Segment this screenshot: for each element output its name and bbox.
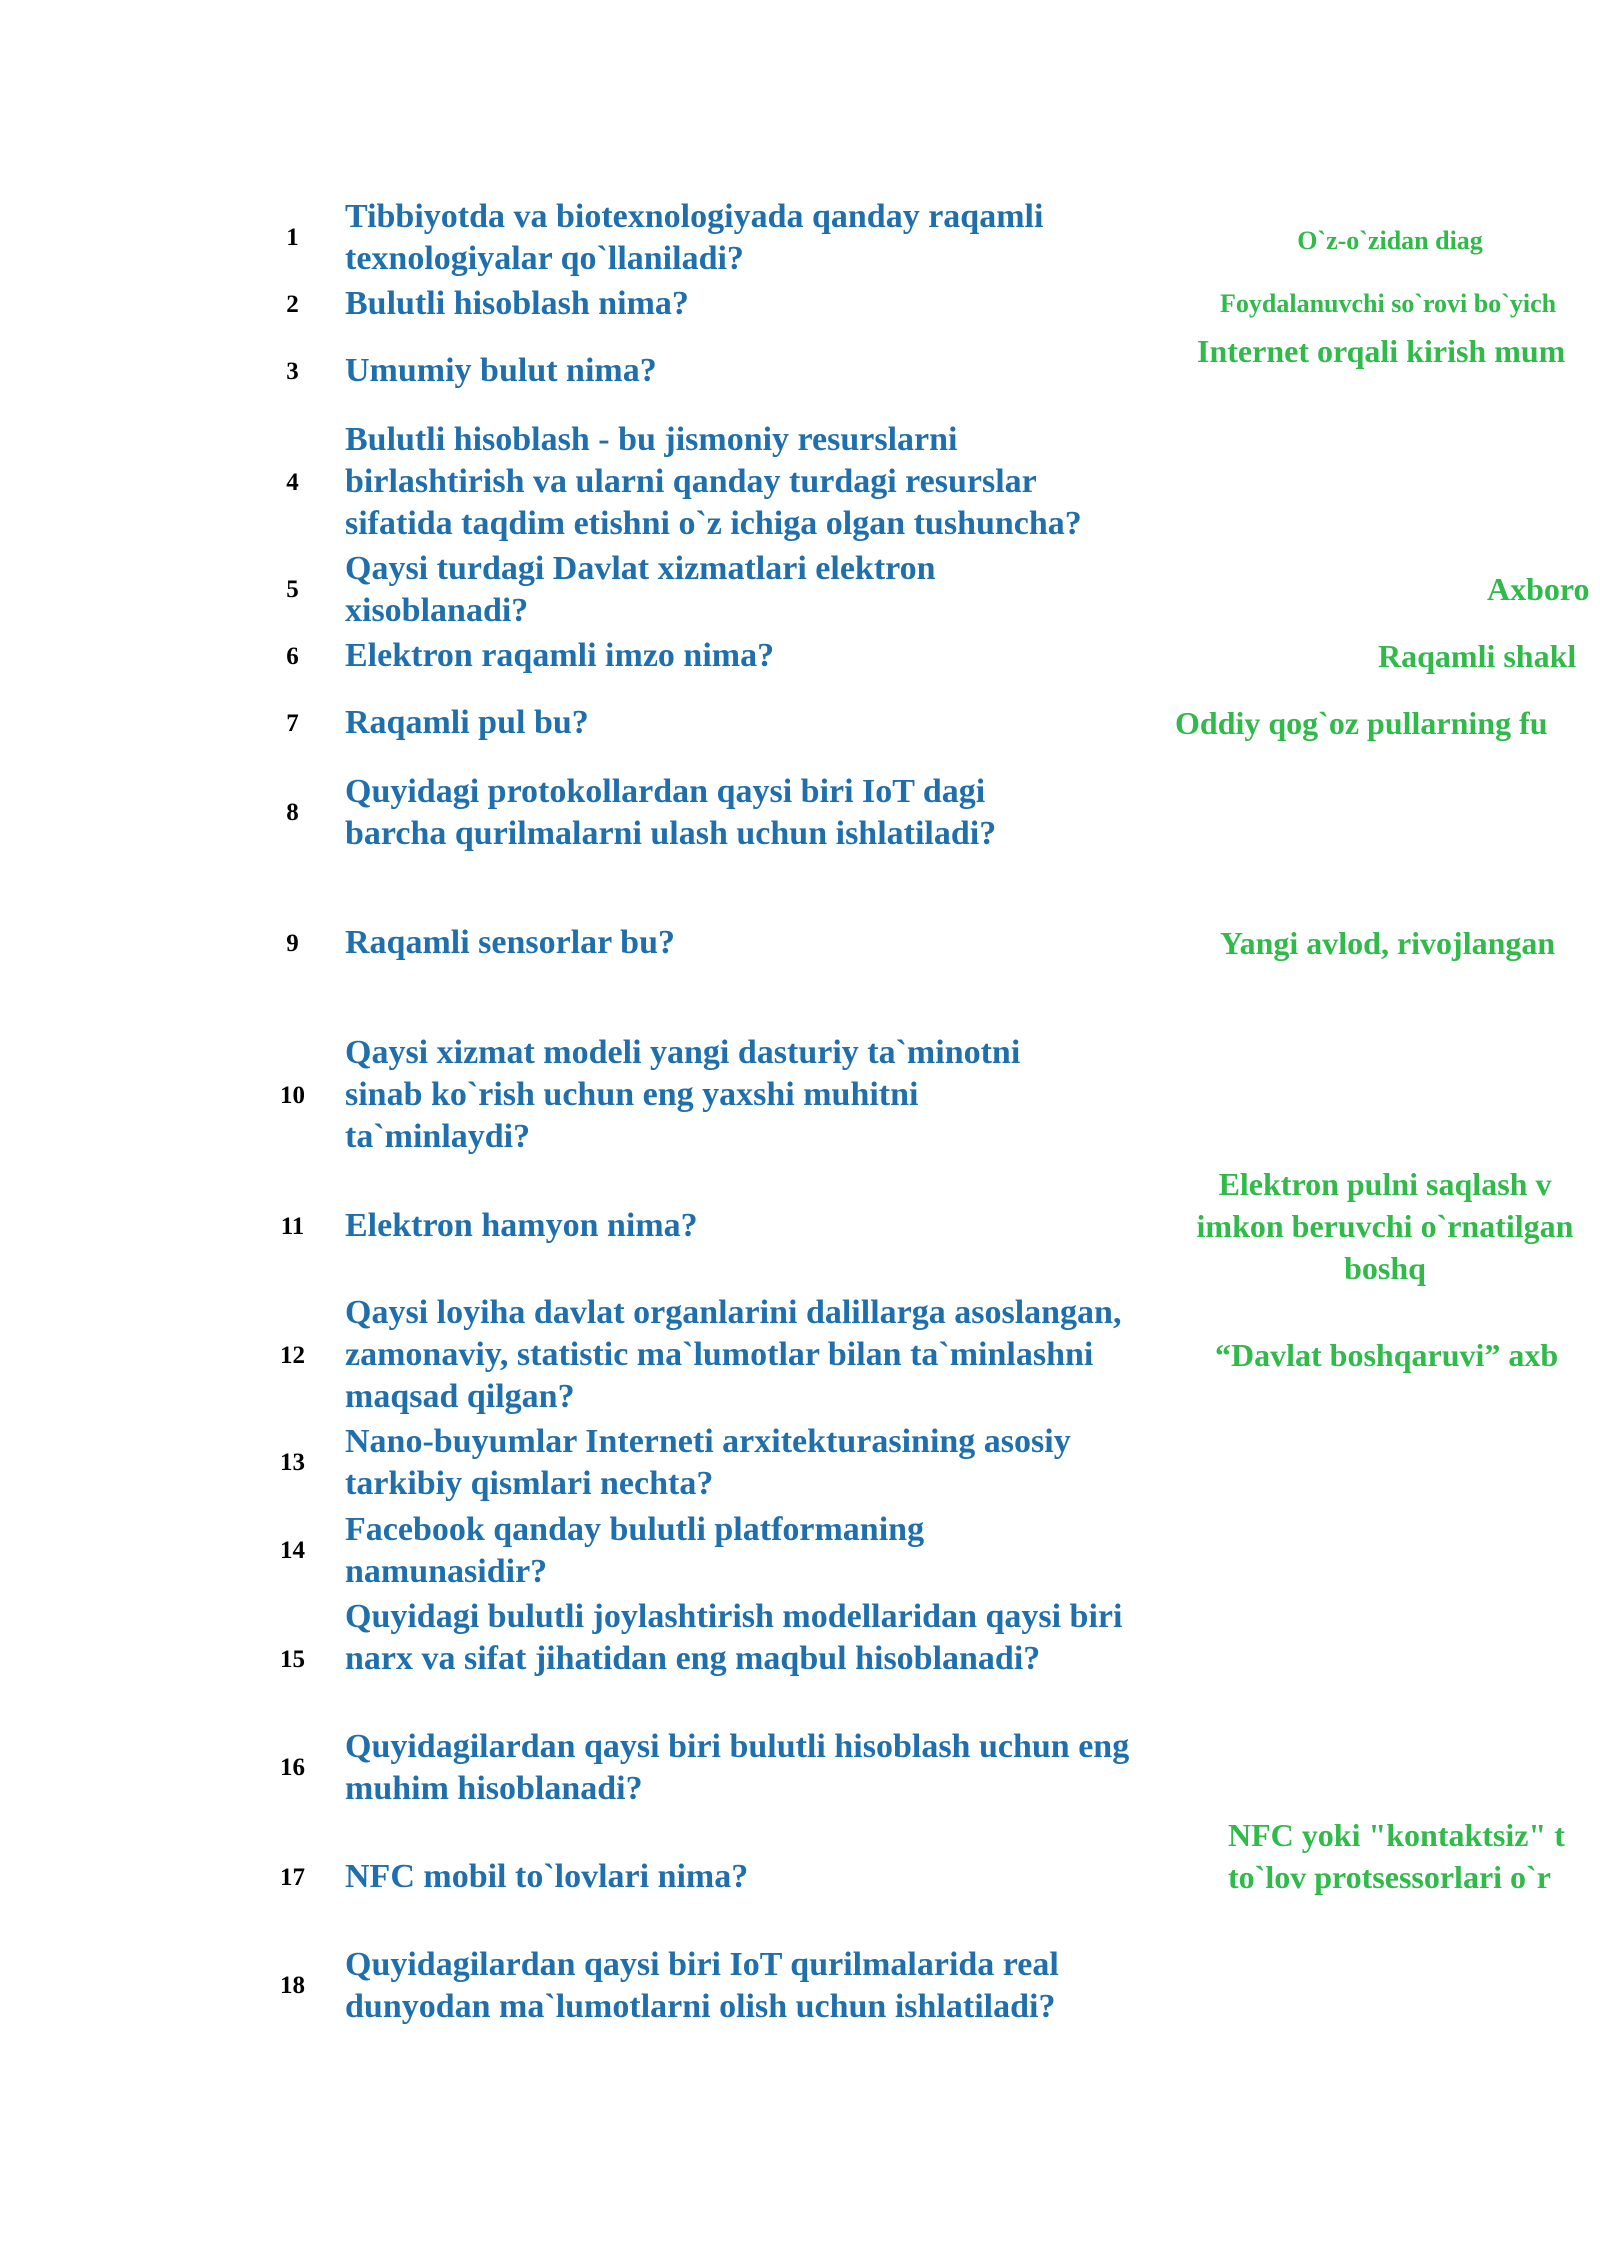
question-text: Quyidagi bulutli joylashtirish modellaridan qaysi biri narx va sifat jihatidan eng maqbul hisoblanadi? <box>345 1598 1123 1677</box>
row-number: 17 <box>280 1864 305 1891</box>
answer-text: Raqamli shakl <box>1378 638 1577 674</box>
question-text: Facebook qanday bulutli platformaning namunasidir? <box>345 1511 925 1590</box>
answer-text: Yangi avlod, rivojlangan <box>1220 925 1556 961</box>
answer-text: Axboro <box>1487 571 1590 607</box>
answer-text: Internet orqali kirish mum <box>1197 333 1566 369</box>
row-number: 16 <box>280 1754 305 1781</box>
row-number: 13 <box>280 1449 305 1476</box>
answer-text: “Davlat boshqaruvi” axb <box>1215 1337 1559 1373</box>
question-text: Umumiy bulut nima? <box>345 352 657 389</box>
question-text: Elektron raqamli imzo nima? <box>345 637 775 674</box>
row-number: 4 <box>286 469 299 496</box>
question-text: Quyidagilardan qaysi biri IoT qurilmalarida real dunyodan ma`lumotlarni olish uchun ishlatiladi? <box>345 1946 1059 2025</box>
question-text: Nano-buyumlar Interneti arxitekturasining asosiy tarkibiy qismlari nechta? <box>345 1423 1071 1502</box>
question-text: Tibbiyotda va biotexnologiyada qanday raqamli texnologiyalar qo`llaniladi? <box>345 198 1044 277</box>
answer-text: O`z-o`zidan diag <box>1297 226 1483 255</box>
row-number: 9 <box>286 930 299 957</box>
row-number: 8 <box>286 799 299 826</box>
row-number: 18 <box>280 1972 305 1999</box>
question-text: Quyidagi protokollardan qaysi biri IoT dagi barcha qurilmalarni ulash uchun ishlatiladi? <box>345 773 997 852</box>
answer-text: Elektron pulni saqlash v imkon beruvchi o`rnatilgan boshq <box>1196 1166 1574 1286</box>
row-number: 2 <box>286 291 299 318</box>
question-text: Raqamli sensorlar bu? <box>345 924 675 961</box>
row-number: 10 <box>280 1082 305 1109</box>
row-number: 14 <box>280 1537 305 1564</box>
row-number: 3 <box>286 358 299 385</box>
row-number: 11 <box>280 1213 305 1240</box>
question-text: Raqamli pul bu? <box>345 704 589 741</box>
question-text: Qaysi xizmat modeli yangi dasturiy ta`minotni sinab ko`rish uchun eng yaxshi muhitni ta`minlaydi? <box>345 1034 1021 1155</box>
answer-text: NFC yoki "kontaktsiz" t to`lov protsessorlari o`r <box>1228 1817 1565 1895</box>
question-text: Qaysi turdagi Davlat xizmatlari elektron xisoblanadi? <box>345 550 936 629</box>
question-text: NFC mobil to`lovlari nima? <box>345 1858 749 1895</box>
row-number: 5 <box>286 576 299 603</box>
question-text: Bulutli hisoblash nima? <box>345 285 689 322</box>
answer-text: Oddiy qog`oz pullarning fu <box>1175 705 1548 741</box>
row-number: 7 <box>286 710 299 737</box>
question-text: Qaysi loyiha davlat organlarini dalillarga asoslangan, zamonaviy, statistic ma`lumotlar bilan ta`minlashni maqsad qilgan? <box>345 1294 1122 1415</box>
question-text: Bulutli hisoblash - bu jismoniy resurslarni birlashtirish va ularni qanday turdagi resurslar sifatida taqdim etishni o`z ichiga olgan tushuncha? <box>345 421 1082 542</box>
row-number: 12 <box>280 1342 305 1369</box>
row-number: 1 <box>286 224 299 251</box>
row-number: 15 <box>280 1646 305 1673</box>
answer-text: Foydalanuvchi so`rovi bo`yich <box>1220 289 1557 318</box>
row-number: 6 <box>286 643 299 670</box>
question-text: Quyidagilardan qaysi biri bulutli hisoblash uchun eng muhim hisoblanadi? <box>345 1728 1130 1807</box>
question-text: Elektron hamyon nima? <box>345 1207 698 1244</box>
